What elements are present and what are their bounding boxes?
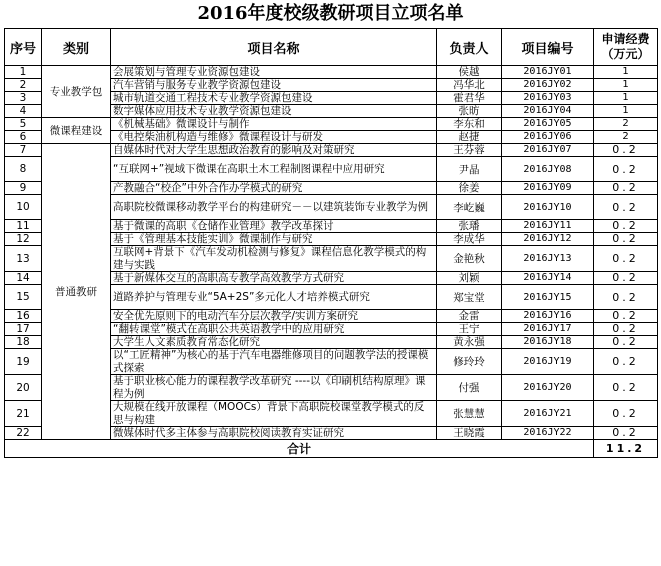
project-code: 2016JY15 xyxy=(502,285,594,310)
row-no: 5 xyxy=(5,118,42,131)
project-code: 2016JY16 xyxy=(502,310,594,323)
project-fee: 0.2 xyxy=(594,375,658,401)
project-leader: 李屹巍 xyxy=(437,195,502,220)
project-code: 2016JY01 xyxy=(502,66,594,79)
project-name: 以“工匠精神”为核心的基于汽车电器维修项目的问题教学法的授课模式探索 xyxy=(111,349,437,375)
project-name: 高职院校微课移动教学平台的构建研究－－以建筑装饰专业教学为例 xyxy=(111,195,437,220)
project-fee: 0.2 xyxy=(594,401,658,427)
category-cell: 微课程建设 xyxy=(42,118,111,144)
row-no: 8 xyxy=(5,157,42,182)
project-fee: 0.2 xyxy=(594,310,658,323)
project-fee: 0.2 xyxy=(594,336,658,349)
project-fee: 0.2 xyxy=(594,246,658,272)
project-name: “互联网+”视域下微课在高职土木工程制图课程中应用研究 xyxy=(111,157,437,182)
project-name: 互联网+背景下《汽车发动机检测与修复》课程信息化教学模式的构建与实践 xyxy=(111,246,437,272)
row-no: 6 xyxy=(5,131,42,144)
project-name: 会展策划与管理专业资源包建设 xyxy=(111,66,437,79)
project-table xyxy=(4,28,658,458)
project-code: 2016JY21 xyxy=(502,401,594,427)
project-leader: 付强 xyxy=(437,375,502,401)
project-fee: 1 xyxy=(594,66,658,79)
row-no: 1 xyxy=(5,66,42,79)
project-code: 2016JY06 xyxy=(502,131,594,144)
project-code: 2016JY22 xyxy=(502,427,594,440)
header-fee: 申请经费（万元） xyxy=(594,29,658,66)
project-code: 2016JY20 xyxy=(502,375,594,401)
project-fee: 0.2 xyxy=(594,233,658,246)
project-leader: 黄永强 xyxy=(437,336,502,349)
project-fee: 2 xyxy=(594,118,658,131)
project-name: 大学生人文素质教育常态化研究 xyxy=(111,336,437,349)
header-row xyxy=(5,29,658,66)
project-leader: 徐姜 xyxy=(437,182,502,195)
project-leader: 冯华北 xyxy=(437,79,502,92)
project-fee: 0.2 xyxy=(594,427,658,440)
project-fee: 1 xyxy=(594,79,658,92)
row-no: 13 xyxy=(5,246,42,272)
project-code: 2016JY18 xyxy=(502,336,594,349)
project-name: 城市轨道交通工程技术专业教学资源包建设 xyxy=(111,92,437,105)
project-code: 2016JY12 xyxy=(502,233,594,246)
row-no: 2 xyxy=(5,79,42,92)
project-name: 汽车营销与服务专业教学资源包建设 xyxy=(111,79,437,92)
project-fee: 0.2 xyxy=(594,195,658,220)
project-fee: 0.2 xyxy=(594,349,658,375)
row-no: 14 xyxy=(5,272,42,285)
project-fee: 2 xyxy=(594,131,658,144)
project-name: 基于《管理基本技能实训》微课制作与研究 xyxy=(111,233,437,246)
project-leader: 张昉 xyxy=(437,105,502,118)
project-code: 2016JY02 xyxy=(502,79,594,92)
project-fee: 1 xyxy=(594,105,658,118)
project-name: 道路养护与管理专业“5A+2S”多元化人才培养模式研究 xyxy=(111,285,437,310)
project-fee: 0.2 xyxy=(594,285,658,310)
project-code: 2016JY14 xyxy=(502,272,594,285)
row-no: 20 xyxy=(5,375,42,401)
row-no: 16 xyxy=(5,310,42,323)
document-title: 2016年度校级教研项目立项名单 xyxy=(197,3,464,24)
category-cell: 专业教学包 xyxy=(42,66,111,118)
row-no: 9 xyxy=(5,182,42,195)
project-leader: 李成华 xyxy=(437,233,502,246)
project-fee: 0.2 xyxy=(594,144,658,157)
project-leader: 张璠 xyxy=(437,220,502,233)
project-fee: 0.2 xyxy=(594,323,658,336)
project-leader: 李东和 xyxy=(437,118,502,131)
project-code: 2016JY17 xyxy=(502,323,594,336)
project-leader: 王晓霞 xyxy=(437,427,502,440)
row-no: 19 xyxy=(5,349,42,375)
header-leader: 负责人 xyxy=(437,29,502,66)
project-leader: 侯越 xyxy=(437,66,502,79)
project-fee: 0.2 xyxy=(594,272,658,285)
project-fee: 0.2 xyxy=(594,157,658,182)
project-leader: 王芬蓉 xyxy=(437,144,502,157)
project-leader: 王宁 xyxy=(437,323,502,336)
header-code: 项目编号 xyxy=(502,29,594,66)
row-no: 12 xyxy=(5,233,42,246)
row-no: 18 xyxy=(5,336,42,349)
project-code: 2016JY07 xyxy=(502,144,594,157)
category-cell: 普通教研 xyxy=(42,144,111,440)
project-leader: 金艳秋 xyxy=(437,246,502,272)
project-name: 《电控柴油机构造与维修》微课程设计与研发 xyxy=(111,131,437,144)
row-no: 11 xyxy=(5,220,42,233)
project-code: 2016JY11 xyxy=(502,220,594,233)
project-name: 《机械基础》微课设计与制作 xyxy=(111,118,437,131)
project-name: 安全优先原则下的电动汽车分层次教学/实训方案研究 xyxy=(111,310,437,323)
project-code: 2016JY05 xyxy=(502,118,594,131)
project-name: 大规模在线开放课程（MOOCs）背景下高职院校课堂教学模式的反思与构建 xyxy=(111,401,437,427)
project-code: 2016JY09 xyxy=(502,182,594,195)
header-name: 项目名称 xyxy=(111,29,437,66)
project-leader: 刘颖 xyxy=(437,272,502,285)
project-name: 基于新媒体交互的高职高专教学高效教学方式研究 xyxy=(111,272,437,285)
row-no: 15 xyxy=(5,285,42,310)
project-code: 2016JY19 xyxy=(502,349,594,375)
project-leader: 尹晶 xyxy=(437,157,502,182)
table-row xyxy=(5,144,658,157)
header-no: 序号 xyxy=(5,29,42,66)
project-code: 2016JY04 xyxy=(502,105,594,118)
project-fee: 1 xyxy=(594,92,658,105)
project-leader: 霍君华 xyxy=(437,92,502,105)
total-row xyxy=(5,440,658,458)
table-row xyxy=(5,118,658,131)
project-leader: 金雷 xyxy=(437,310,502,323)
row-no: 10 xyxy=(5,195,42,220)
project-code: 2016JY08 xyxy=(502,157,594,182)
project-name: 基于职业核心能力的课程教学改革研究 ----以《印刷机结构原理》课程为例 xyxy=(111,375,437,401)
project-leader: 修玲玲 xyxy=(437,349,502,375)
table-row xyxy=(5,66,658,79)
row-no: 22 xyxy=(5,427,42,440)
row-no: 3 xyxy=(5,92,42,105)
project-name: 自媒体时代对大学生思想政治教育的影响及对策研究 xyxy=(111,144,437,157)
row-no: 4 xyxy=(5,105,42,118)
project-fee: 0.2 xyxy=(594,220,658,233)
project-name: “翻转课堂”模式在高职公共英语教学中的应用研究 xyxy=(111,323,437,336)
project-leader: 郑宝堂 xyxy=(437,285,502,310)
project-name: 微媒体时代多主体参与高职院校阅读教育实证研究 xyxy=(111,427,437,440)
total-value: 11.2 xyxy=(594,440,658,458)
row-no: 7 xyxy=(5,144,42,157)
project-name: 数字媒体应用技术专业教学资源包建设 xyxy=(111,105,437,118)
project-name: 产教融合“校企”中外合作办学模式的研究 xyxy=(111,182,437,195)
row-no: 21 xyxy=(5,401,42,427)
project-code: 2016JY13 xyxy=(502,246,594,272)
total-label: 合计 xyxy=(5,440,594,458)
project-code: 2016JY03 xyxy=(502,92,594,105)
project-name: 基于微课的高职《仓储作业管理》教学改革探讨 xyxy=(111,220,437,233)
project-fee: 0.2 xyxy=(594,182,658,195)
project-leader: 张慧慧 xyxy=(437,401,502,427)
project-code: 2016JY10 xyxy=(502,195,594,220)
row-no: 17 xyxy=(5,323,42,336)
project-leader: 赵捷 xyxy=(437,131,502,144)
header-category: 类别 xyxy=(42,29,111,66)
